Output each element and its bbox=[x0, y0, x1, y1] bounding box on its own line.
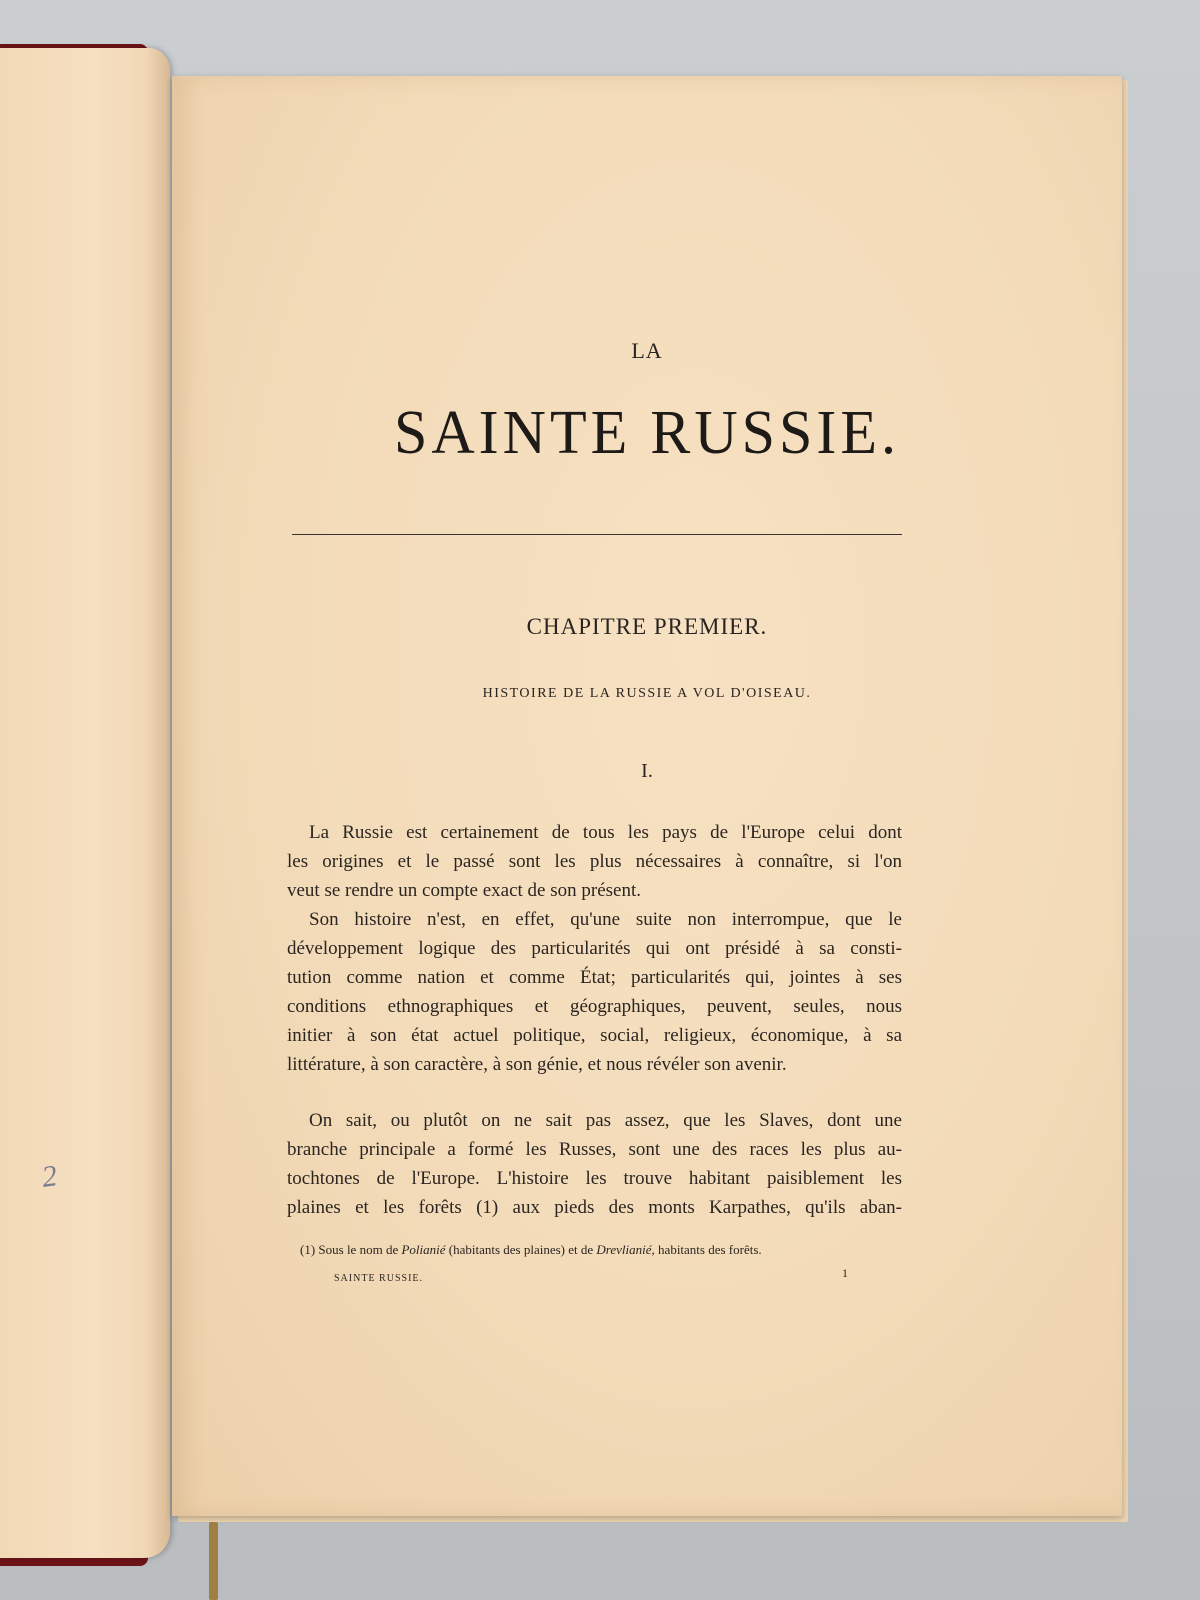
paragraph-3 bbox=[287, 1106, 902, 1222]
section-number: I. bbox=[641, 760, 653, 782]
title-article: LA bbox=[631, 338, 663, 363]
text-line: plaines et les forêts (1) aux pieds des monts Karpathes, qu'ils aban- bbox=[287, 1197, 902, 1218]
chapter-subtitle: HISTOIRE DE LA RUSSIE A VOL D'OISEAU. bbox=[482, 686, 812, 701]
chapter-heading: CHAPITRE PREMIER. bbox=[526, 614, 768, 639]
running-head: SAINTE RUSSIE. bbox=[334, 1273, 424, 1284]
title-rule bbox=[292, 534, 902, 535]
paragraph-2 bbox=[287, 905, 902, 1079]
body-text-upper bbox=[287, 818, 902, 1079]
footnote-term-polianie: Polianié bbox=[401, 1242, 446, 1257]
text-line: Son histoire n'est, en effet, qu'une suite non interrompue, que le bbox=[309, 909, 902, 930]
text-line: littérature, à son caractère, à son génie, et nous révéler son avenir. bbox=[287, 1054, 787, 1075]
footnote-middle: (habitants des plaines) et de bbox=[448, 1242, 594, 1257]
text-line: veut se rendre un compte exact de son présent. bbox=[287, 880, 642, 901]
text-line: développement logique des particularités qui ont présidé à sa consti- bbox=[287, 938, 902, 959]
text-line: La Russie est certainement de tous les pays de l'Europe celui dont bbox=[309, 822, 902, 843]
paragraph-1 bbox=[287, 818, 902, 905]
footnote-prefix: (1) Sous le nom de bbox=[300, 1242, 399, 1257]
text-line: On sait, ou plutôt on ne sait pas assez, que les Slaves, dont une bbox=[309, 1110, 902, 1131]
footnote bbox=[300, 1242, 920, 1258]
text-line: tochtones de l'Europe. L'histoire les trouve habitant paisiblement les bbox=[287, 1168, 902, 1189]
right-page bbox=[172, 76, 1122, 1516]
page-number: 1 bbox=[842, 1266, 848, 1280]
footnote-term-drevlianie: Drevlianié, bbox=[596, 1242, 655, 1257]
text-line: branche principale a formé les Russes, sont une des races les plus au- bbox=[287, 1139, 902, 1160]
footnote-suffix: habitants des forêts. bbox=[658, 1242, 762, 1257]
text-line: conditions ethnographiques et géographiques, peuvent, seules, nous bbox=[287, 996, 902, 1017]
body-text-lower bbox=[287, 1106, 902, 1222]
left-page bbox=[0, 48, 170, 1558]
margin-handwritten-mark: 2 bbox=[39, 1159, 60, 1194]
bookmark-ribbon bbox=[209, 1522, 218, 1600]
book-title: SAINTE RUSSIE. bbox=[393, 397, 901, 467]
text-line: les origines et le passé sont les plus nécessaires à connaître, si l'on bbox=[287, 851, 902, 872]
text-line: tution comme nation et comme État; particularités qui, jointes à ses bbox=[287, 967, 902, 988]
text-line: initier à son état actuel politique, social, religieux, économique, à sa bbox=[287, 1025, 902, 1046]
